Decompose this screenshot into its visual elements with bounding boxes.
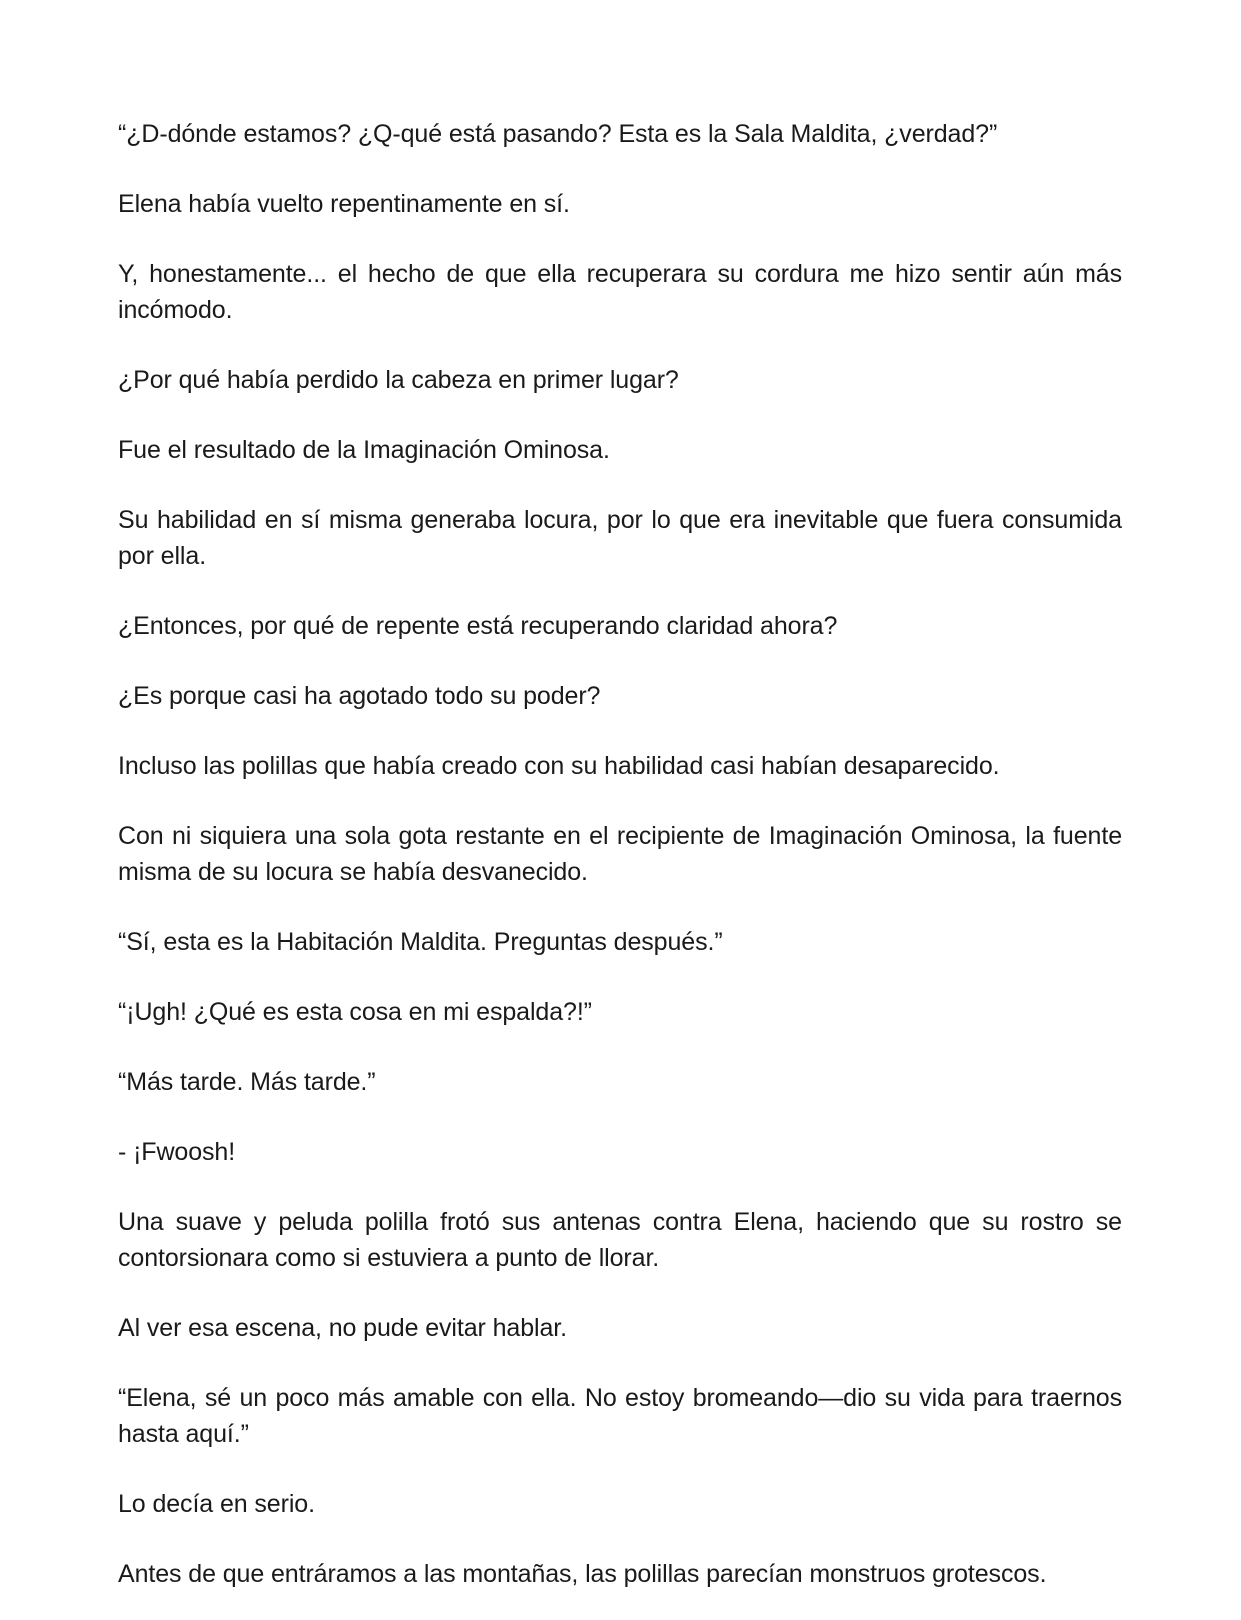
- paragraph: “Más tarde. Más tarde.”: [118, 1068, 376, 1096]
- paragraph: “¡Ugh! ¿Qué es esta cosa en mi espalda?!”: [118, 998, 592, 1026]
- paragraph: Su habilidad en sí misma generaba locura, por lo que era inevitable que fuera consumida por ella.: [118, 506, 1122, 570]
- paragraph: Antes de que entráramos a las montañas, las polillas parecían monstruos grotescos.: [118, 1560, 1047, 1588]
- paragraph: “Sí, esta es la Habitación Maldita. Preguntas después.”: [118, 928, 723, 956]
- paragraph: Al ver esa escena, no pude evitar hablar.: [118, 1314, 567, 1342]
- paragraph: Incluso las polillas que había creado con su habilidad casi habían desaparecido.: [118, 752, 1000, 780]
- paragraph: ¿Por qué había perdido la cabeza en primer lugar?: [118, 366, 679, 394]
- paragraph: Una suave y peluda polilla frotó sus antenas contra Elena, haciendo que su rostro se contorsionara como si estuviera a punto de llorar.: [118, 1208, 1122, 1272]
- paragraph: ¿Entonces, por qué de repente está recuperando claridad ahora?: [118, 612, 838, 640]
- paragraph: Elena había vuelto repentinamente en sí.: [118, 190, 570, 218]
- paragraph: “¿D-dónde estamos? ¿Q-qué está pasando? Esta es la Sala Maldita, ¿verdad?”: [118, 120, 998, 148]
- paragraph: “Elena, sé un poco más amable con ella. No estoy bromeando—dio su vida para traernos hasta aquí.”: [118, 1384, 1122, 1448]
- paragraph: Con ni siquiera una sola gota restante en el recipiente de Imaginación Ominosa, la fuente misma de su locura se había desvanecido.: [118, 822, 1122, 886]
- paragraph: Y, honestamente... el hecho de que ella recuperara su cordura me hizo sentir aún más incómodo.: [118, 260, 1122, 324]
- paragraph: Lo decía en serio.: [118, 1490, 315, 1518]
- paragraph: ¿Es porque casi ha agotado todo su poder?: [118, 682, 601, 710]
- paragraph: Fue el resultado de la Imaginación Ominosa.: [118, 436, 610, 464]
- document-body: [118, 116, 1122, 1592]
- paragraph: - ¡Fwoosh!: [118, 1138, 236, 1166]
